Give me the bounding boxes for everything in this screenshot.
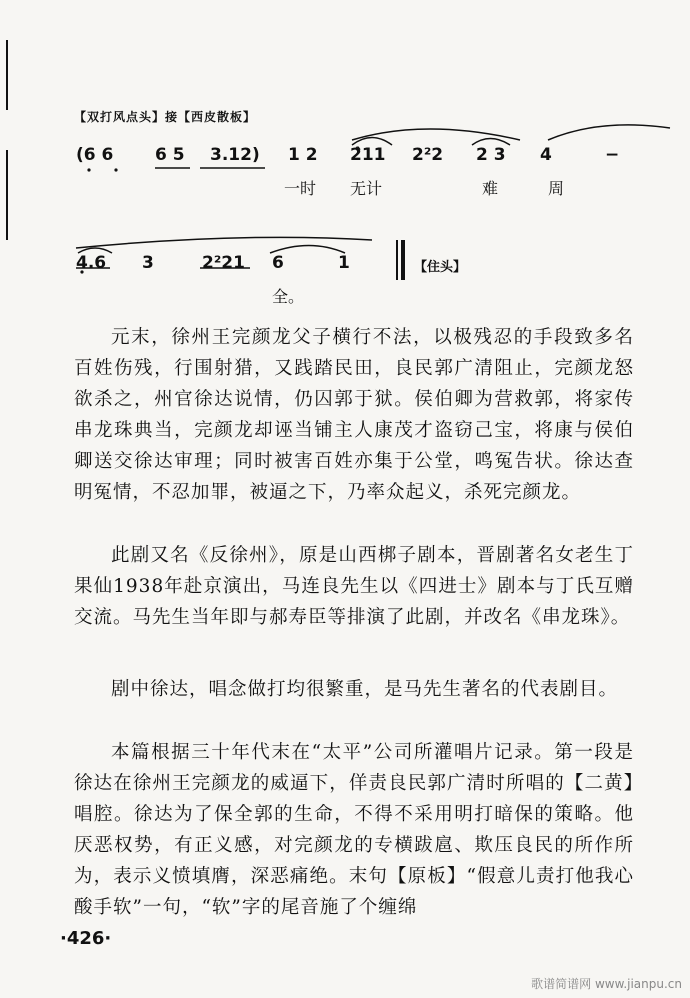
lyric: 全。 [272,287,305,306]
paragraph-recording: 本篇根据三十年代末在“太平”公司所灌唱片记录。第一段是徐达在徐州王完颜龙的威逼下，佯责良民郭广清时所唱的【二黄】唱腔。徐达为了保全郭的生命，不得不采用明打暗保的策略。他厌恶权势，有正义感，对完颜龙的专横跋扈、欺压良民的所作所为，表示义愤填膺，深恶痛绝。末句【原板】“假意儿责打他我心酸手软”一句，“软”字的尾音施了个缠绵 [74,742,634,918]
score-header: 【双打风点头】接【西皮散板】 [74,110,257,124]
paragraph-plot: 元末，徐州王完颜龙父子横行不法，以极残忍的手段致多名百姓伤残，行围射猎，又践踏民田，良民郭广清阻止，完颜龙怒欲杀之，州官徐达说情，仍囚郭于狱。侯伯卿为营救郭，将家传串龙珠典当，完颜龙却诬当铺主人康茂才盗窃己宝，将康与侯伯卿送交徐达审理；同时被害百姓亦集于公堂，鸣冤告状。徐达查明冤情，不忍加罪，被逼之下，乃率众起义，杀死完颜龙。 [74,327,634,503]
barline [396,240,398,280]
note-group: 4.6 [76,253,107,273]
paragraph-history: 此剧又名《反徐州》，原是山西梆子剧本，晋剧著名女老生丁果仙1938年赴京演出，马连良先生以《四进士》剧本与丁氏互赠交流。马先生当年即与郝寿臣等排演了此剧，并改名《串龙珠》。 [74,545,634,628]
page-number: ·426· [60,928,112,949]
note-group: 1 2 [288,145,318,165]
lyric: 无计 [350,179,383,198]
note-dash: − [605,145,620,165]
lyric: 周 [548,179,565,198]
note-group: 4 [540,145,552,165]
note-group: 1 [338,253,350,273]
paragraph-role: 剧中徐达，唱念做打均很繁重，是马先生著名的代表剧目。 [111,679,619,700]
ending-label: 【住头】 [414,260,467,275]
lyric: 难 [482,179,499,198]
barline-final [401,240,405,280]
note-group: 6 [272,253,284,273]
note-group: 2 3 [476,145,506,165]
note-group: 2²21 [202,253,245,273]
note-group: 2²2 [412,145,444,165]
note-group: (6 6 [76,145,114,165]
note-group: 3.12) [210,145,260,165]
note-group: 3 [142,253,154,273]
note-group: 2̂11 [350,145,386,165]
watermark: 歌谱简谱网 www.jianpu.cn [531,977,682,991]
lyric: 一时 [284,179,317,198]
note-group: 6 5 [155,145,185,165]
